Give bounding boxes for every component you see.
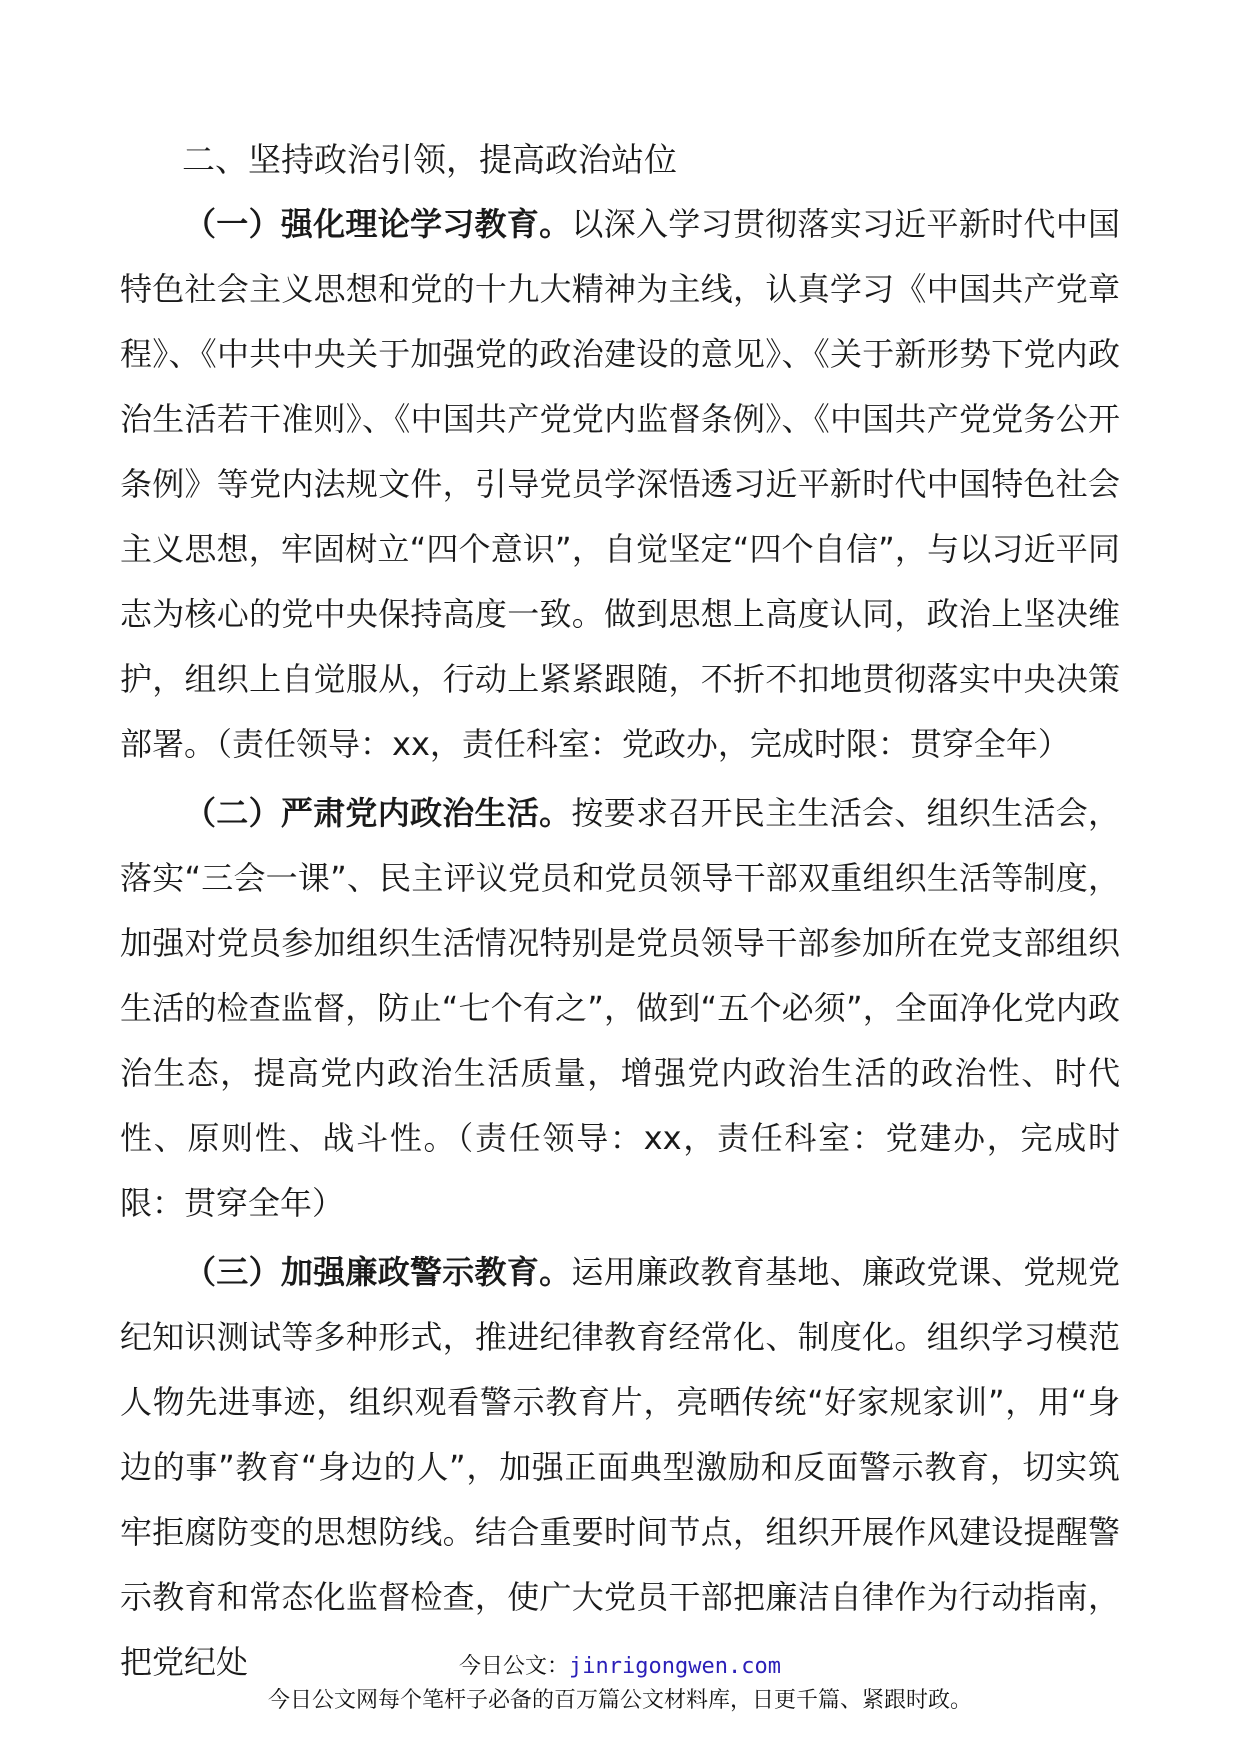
- footer-tagline: 今日公文网每个笔杆子必备的百万篇公文材料库，日更千篇、紧跟时政。: [267, 1688, 972, 1713]
- paragraph-body: 按要求召开民主生活会、组织生活会，落实“三会一课”、民主评议党员和党员领导干部双重组织生活等制度，加强对党员参加组织生活情况特别是党员领导干部参加所在党支部组织生活的检查监督，防止“七个有之”，做到“五个必须”，全面净化党内政治生态，提高党内政治生活质量，增强党内政治生活的政治性、时代性、原则性、战斗性。（责任领导：xx，责任科室：党建办，完成时限：贯穿全年）: [120, 794, 1120, 1222]
- section-heading: 二、坚持政治引领，提高政治站位: [182, 140, 677, 179]
- paragraph-lead: （三）加强廉政警示教育。: [184, 1253, 572, 1291]
- paragraph-integrity-education: [120, 1240, 1120, 1695]
- paragraph-political-life: [120, 781, 1120, 1236]
- paragraph-body: 运用廉政教育基地、廉政党课、党规党纪知识测试等多种形式，推进纪律教育经常化、制度化。组织学习模范人物先进事迹，组织观看警示教育片，亮晒传统“好家规家训”，用“身边的事”教育“身边的人”，加强正面典型激励和反面警示教育，切实筑牢拒腐防变的思想防线。结合重要时间节点，组织开展作风建设提醒警示教育和常态化监督检查，使广大党员干部把廉洁自律作为行动指南，把党纪处: [120, 1253, 1120, 1681]
- page-footer: [0, 1650, 1240, 1718]
- footer-site-prefix: 今日公文：: [459, 1654, 570, 1679]
- footer-site-line: [0, 1650, 1240, 1684]
- paragraph-theory-study: [120, 192, 1120, 777]
- paragraph-body: 以深入学习贯彻落实习近平新时代中国特色社会主义思想和党的十九大精神为主线，认真学习《中国共产党章程》、《中共中央关于加强党的政治建设的意见》、《关于新形势下党内政治生活若干准则》、《中国共产党党内监督条例》、《中国共产党党务公开条例》等党内法规文件，引导党员学深悟透习近平新时代中国特色社会主义思想，牢固树立“四个意识”，自觉坚定“四个自信”，与以习近平同志为核心的党中央保持高度一致。做到思想上高度认同，政治上坚决维护，组织上自觉服从，行动上紧紧跟随，不折不扣地贯彻落实中央决策部署。（责任领导：xx，责任科室：党政办，完成时限：贯穿全年）: [120, 205, 1120, 763]
- footer-site-link[interactable]: jinrigongwen.com: [569, 1654, 781, 1679]
- document-page: [120, 130, 1120, 1695]
- paragraph-lead: （一）强化理论学习教育。: [184, 205, 572, 243]
- paragraph-lead: （二）严肃党内政治生活。: [184, 794, 572, 832]
